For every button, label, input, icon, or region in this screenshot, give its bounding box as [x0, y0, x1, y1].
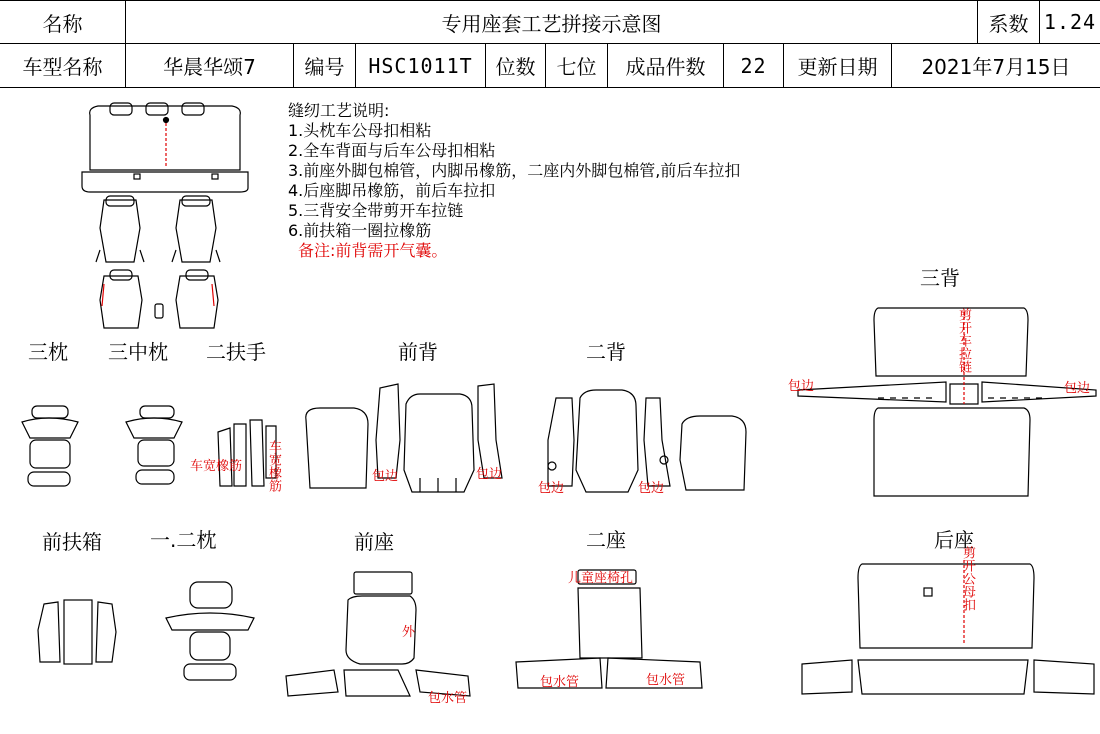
annotation-child-seat-hole: 儿童座椅孔 — [568, 571, 634, 586]
annotation-car-elastic-vertical: 车宽橡筋 — [266, 440, 281, 492]
label-second-armrest: 二扶手 — [206, 340, 266, 364]
name-label: 名称 — [0, 1, 126, 43]
front-armbox-pattern — [38, 600, 116, 664]
label-second-back: 二背 — [586, 340, 626, 364]
annotation-binding: 包边 — [638, 481, 665, 496]
annotation-cut-snap: 剪开公母扣 — [960, 546, 975, 611]
front-back-pattern — [306, 384, 502, 492]
label-third-back: 三背 — [920, 266, 960, 290]
code-value: HSC1011T — [356, 44, 486, 87]
label-third-mid-pillow: 三中枕 — [108, 340, 168, 364]
label-third-pillow: 三枕 — [28, 340, 68, 364]
rear-seat-pattern — [802, 560, 1094, 694]
second-seats-overview — [100, 270, 218, 328]
second-seat-pattern — [516, 570, 702, 688]
note-item: 2.全车背面与后车公母扣相粘 — [288, 141, 496, 160]
annotation-binding: 包边 — [538, 481, 565, 496]
date-label: 更新日期 — [784, 44, 892, 87]
notes-heading: 缝纫工艺说明: — [288, 101, 390, 120]
note-item: 1.头枕车公母扣相粘 — [288, 121, 432, 140]
rear-bench-overview — [82, 103, 248, 192]
coef-label: 系数 — [978, 1, 1040, 43]
first-second-pillow-pattern — [166, 582, 254, 680]
third-mid-pillow-pattern — [126, 406, 182, 484]
header-row-2 — [0, 44, 1100, 88]
annotation-binding: 包边 — [476, 467, 503, 482]
model-label: 车型名称 — [0, 44, 126, 87]
code-label: 编号 — [294, 44, 356, 87]
coef-value: 1.24 — [1043, 10, 1097, 34]
label-first-second-pillow: 一.二枕 — [150, 528, 217, 552]
annotation-binding: 包边 — [372, 469, 399, 484]
label-front-back: 前背 — [398, 340, 438, 364]
label-front-seat: 前座 — [354, 530, 394, 554]
notes-remark: 备注:前背需开气囊。 — [298, 241, 448, 260]
annotation-cut-zipper: 剪开车拉链 — [956, 308, 971, 373]
note-item: 5.三背安全带剪开车拉链 — [288, 201, 464, 220]
note-item: 3.前座外脚包棉管，内脚吊橡筋，二座内外脚包棉管,前后车拉扣 — [288, 161, 741, 180]
seats-label: 位数 — [486, 44, 546, 87]
annotation-outer: 外 — [402, 625, 416, 640]
model-value: 华晨华颂7 — [126, 44, 294, 87]
label-front-armbox: 前扶箱 — [42, 530, 102, 554]
annotation-car-elastic: 车宽橡筋 — [190, 459, 243, 474]
pieces-value: 22 — [724, 44, 784, 87]
note-item: 4.后座脚吊橡筋，前后车拉扣 — [288, 181, 496, 200]
annotation-wrap-pipe: 包水管 — [540, 675, 580, 690]
front-seat-pattern — [286, 572, 470, 696]
second-back-pattern — [548, 390, 746, 492]
annotation-wrap-pipe: 包水管 — [646, 673, 686, 688]
third-back-pattern — [798, 308, 1096, 496]
note-item: 6.前扶箱一圈拉橡筋 — [288, 221, 432, 240]
sewing-notes — [288, 101, 740, 261]
annotation-binding: 包边 — [1064, 381, 1091, 396]
date-value: 2021年7月15日 — [921, 55, 1071, 79]
annotation-wrap-pipe: 包水管 — [428, 691, 468, 706]
header-row-1 — [0, 0, 1100, 44]
front-seats-overview — [96, 196, 220, 262]
label-rear-seat: 后座 — [934, 528, 974, 552]
label-second-seat: 二座 — [586, 528, 626, 552]
drawing-title: 专用座套工艺拼接示意图 — [126, 1, 978, 43]
pieces-label: 成品件数 — [608, 44, 724, 87]
third-pillow-pattern — [22, 406, 78, 486]
seats-value: 七位 — [546, 44, 608, 87]
annotation-binding: 包边 — [788, 379, 815, 394]
